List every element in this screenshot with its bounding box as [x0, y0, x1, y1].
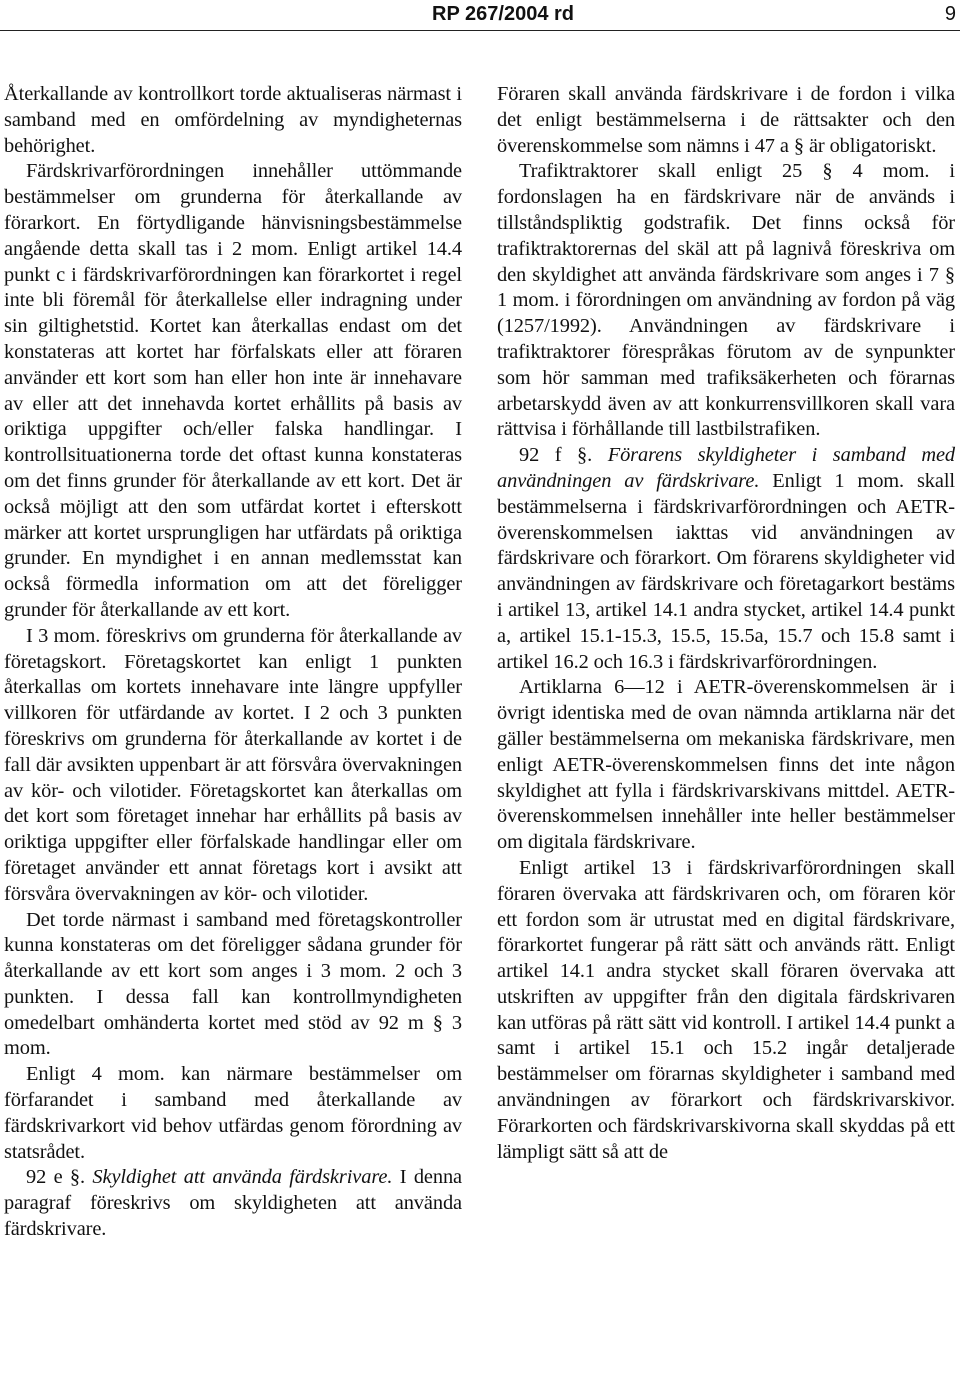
paragraph: I 3 mom. föreskrivs om grunderna för återkallande av företagskort. Företagskortet kan enligt 1 punkten återkallas om kortets innehavare inte längre uppfyller villkoren för utfärdande av kortet. I 2 och 3 punkten föreskrivs om grunderna för återkallande av kortet i de fall där avsikten uppenbart är att försvåra övervakningen av kör- och vilotider. Företagskortet kan återkallas om det kort som företaget innehar har erhållits på basis av oriktiga uppgifter eller förfalskade handlingar eller om företaget använder ett annat företags kort i avsikt att försvåra övervakningen av kör- och vilotider.	[4, 624, 462, 905]
paragraph: Enligt artikel 13 i färdskrivarförordningen skall föraren övervaka att färdskrivaren och, om föraren kör ett fordon som är utrustat med en digital färdskrivare, förarkortet fungerar på rätt sätt och används rätt. Enligt artikel 14.1 andra stycket skall föraren övervaka att utskriften av uppgifter från den digitala färdskrivaren kan utföras på rätt sätt vid kontroll. I artikel 14.4 punkt a samt i artikel 15.1 och 15.2 ingår detaljerade bestämmelser om förarnas skyldigheter i samband med användningen av förarkort och färdskrivarskivor. Förarkorten och färdskrivarskivorna skall skyddas på ett lämpligt sätt så att de	[497, 856, 955, 1163]
section-92f	[497, 443, 955, 675]
section-heading: Förarens skyldigheter i samband med användningen av färdskrivare.	[497, 444, 955, 492]
header-rule	[0, 30, 960, 31]
paragraph: Trafiktraktorer skall enligt 25 § 4 mom. i fordonslagen ha en färdskrivare när de används i tillståndspliktig godstrafik. Det finns också för trafiktraktorernas del skäl att på lagnivå föreskriva om den skyldighet att använda färdskrivare som anges i 7 § 1 mom. i förordningen om användning av fordon på väg (1257/1992). Användningen av färdskrivare i trafiktraktorer förespråkas förutom av de synpunkter som hör samman med trafiksäkerheten och förarnas arbetarskydd även av att konkurrensvillkoren skall vara rättvisa i förhållande till lastbilstrafiken.	[497, 160, 955, 441]
paragraph: Artiklarna 6—12 i AETR-överenskommelsen är i övrigt identiska med de ovan nämnda artiklarna när det gäller bestämmelserna om mekaniska färdskrivare, men enligt AETR-överenskommelsen finns det inte någon skyldighet att fylla i färdskrivarskivans mittdel. AETR-överenskommelsen innehåller inte heller bestämmelser om digitala färdskrivare.	[497, 676, 955, 854]
paragraph: Föraren skall använda färdskrivare i de fordon i vilka det enligt bestämmelserna i de rättsakter och den överenskommelse som nämns i 47 a § är obligatoriskt.	[497, 83, 955, 157]
document-id: RP 267/2004 rd	[432, 3, 574, 25]
section-number: 92 e §.	[26, 1166, 86, 1189]
paragraph: Enligt 4 mom. kan närmare bestämmelser om förfarandet i samband med återkallande av färdskrivarkort vid behov utfärdas genom förordning av statsrådet.	[4, 1063, 462, 1163]
section-number: 92 f §.	[519, 444, 593, 467]
right-column	[497, 82, 955, 1165]
page-header	[0, 0, 960, 30]
page-number: 9	[944, 3, 956, 25]
section-92e	[4, 1165, 462, 1242]
paragraph: Återkallande av kontrollkort torde aktualiseras närmast i samband med en omfördelning av myndigheternas behörighet.	[4, 83, 462, 157]
paragraph: Det torde närmast i samband med företagskontroller kunna konstateras om det föreligger sådana grunder för återkallande av ett kort som anges i 3 mom. 2 och 3 punkten. I dessa fall kan kontrollmyndigheten omedelbart omhänderta kortet med stöd av 92 m § 3 mom.	[4, 908, 462, 1060]
section-heading: Skyldighet att använda färdskrivare.	[92, 1166, 393, 1189]
paragraph: Färdskrivarförordningen innehåller uttömmande bestämmelser om grunderna för återkallande av förarkort. En förtydligande hänvisningsbestämmelse angående detta skall tas i 2 mom. Enligt artikel 14.4 punkt c i färdskrivarförordningen kan förarkortet i regel inte bli föremål för återkallelse eller indragning under sin giltighetstid. Kortet kan återkallas endast om det konstateras att kortet har förfalskats eller att föraren använder ett kort som han eller hon inte är innehavare av eller att det innehavda kortet erhållits på basis av oriktiga uppgifter och/eller falska handlingar. I kontrollsituationerna torde det oftast kunna konstateras om det finns grunder för återkallande av ett kort. Det är också möjligt att den som utfärdat kortet i efterskott märker att kortet ursprungligen har utfärdats på oriktiga grunder. En myndighet i en annan medlemsstat kan också förmedla information om att det föreligger grunder för återkallande av ett kort.	[4, 160, 462, 621]
section-text: I denna paragraf föreskrivs om skyldigheten att använda färdskrivare.	[4, 1166, 462, 1241]
left-column	[4, 82, 462, 1243]
section-text: Enligt 1 mom. skall bestämmelserna i färdskrivarförordningen och AETR-överenskommelsen iakttas vid användningen av färdskrivare och förarkort. Om förarens skyldigheter vid användningen av färdskrivare och företagarkort bestäms i artikel 13, artikel 14.1 andra stycket, artikel 14.4 punkt a, artikel 15.1-15.3, 15.5, 15.5a, 15.7 och 15.8 samt i artikel 16.2 och 16.3 i färdskrivarförordningen.	[497, 469, 955, 673]
